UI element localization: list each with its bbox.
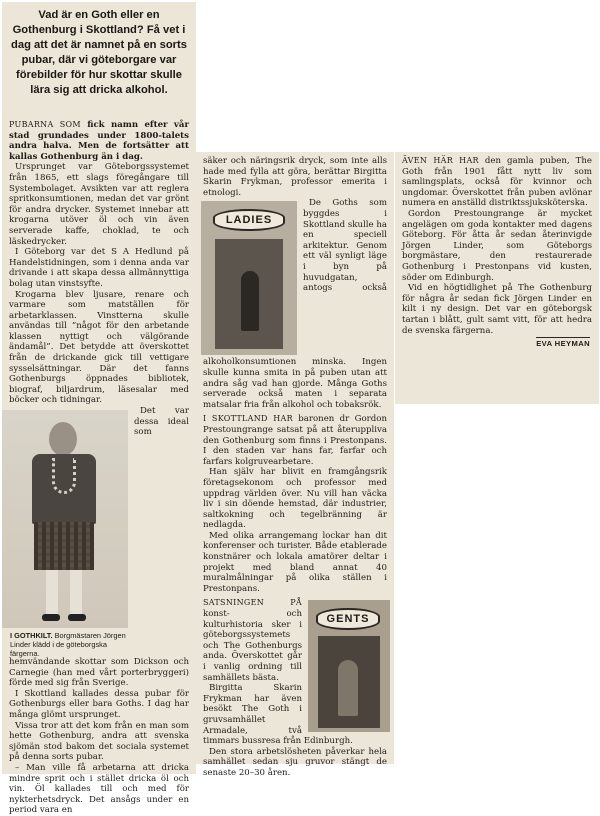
paragraph: Birgitta Skarin Frykman har även besökt The Goth i gruvsamhället Armadale, två timmars bussresa från Edinburgh.	[203, 683, 353, 747]
paragraph: – Man ville få arbetarna att dricka mindre sprit och i stället dricka öl och vin. Öl kallades till och med för nykterhetsdryck. Det ansågs under en period vara en	[9, 762, 189, 816]
headline-clipping	[2, 2, 196, 114]
section-paragraph	[402, 156, 592, 209]
paragraph: säker och näringsrik dryck, som inte alls hade med fylla att göra, berättar Birgitta Skarin Frykman, professor emerita i etnologi.	[203, 156, 387, 198]
paragraph: Ursprunget var Göteborgssystemet från 1865, ett slags föregångare till Systembolaget. Avsikten var att reglera spritkonsumtionen, medan det var grönt för andra drycker. Systemet innebar att krogarna utöver öl och vin även serverade kaffe, choklad, te och läskedrycker.	[9, 162, 189, 247]
section-lead: SATSNINGEN PÅ	[203, 598, 302, 608]
paragraph: Det var dessa ideal som hemvändande skottar som Dickson och Carnegie (han med vårt porterbryggeri) förde med sig från Sverige.	[9, 406, 189, 689]
paragraph: Vissa tror att det kom från en man som hette Gothenburg, andra att svenska sjömän stod bakom det sociala systemet på denna sorts pubar.	[9, 720, 189, 763]
section-text: konst- och kulturhistoria sker i göteborgssystemets och The Gothenburgs anda. Överskottet går i vanlig ordning till samhällets bästa.	[203, 609, 302, 683]
paragraph: Han själv har blivit en framgångsrik företagsekonom och professor med uppdrag världen över. Nu vill han väcka liv i sin döende hemstad, där industrier, saltkokning och tegelbränning är nedlagda.	[203, 467, 387, 531]
intro-lead: PUBARNA SOM	[9, 120, 81, 129]
gents-sign: GENTS	[316, 608, 380, 630]
paragraph: De Goths som byggdes i Skottland skulle ha en speciell arkitektur. Genom ett väl synligt läge i byn på huvudgatan, antogs också alkoholkonsumtionen minska. Ingen skulle kunna smita in på puben utan att andra såg vad han gjorde. Många Goths serverade också maten i separata matsalar fria från alkohol och tobaksrök.	[203, 198, 387, 410]
section-text: baronen dr Gordon Prestoungrange satsat på att återuppliva den Gothenburg som finns i Prestonpans. I den staden var hans far, farfar och farfars kolgruvearbetare.	[203, 414, 387, 467]
paragraph: Den stora arbetslösheten påverkar hela samhället sedan sju gruvor stängt de senaste 20–30 åren.	[203, 746, 387, 778]
section-lead: I SKOTTLAND HAR	[203, 414, 293, 424]
caption-lead: I GOTHKILT.	[10, 631, 53, 641]
paragraph: Krogarna blev ljusare, renare och varmare som matställen för arbetarklassen. Vinstterna skulle användas till ”något för den arbetande klassen nyttigt och välgörande ändamål”. Det betydde att överskottet från de drickande gick till vettigare sysselsättningar. Där det fanns Gothenburgs öppnades bibliotek, biograf, biljardrum, läsesalar med böcker och tidningar.	[9, 289, 189, 406]
main-column-clipping	[2, 114, 196, 816]
gents-sign-photo	[308, 600, 390, 732]
right-column-clipping	[395, 152, 599, 404]
headline: Vad är en Goth eller en Gothenburg i Skottland? Få vet i dag att det är namnet på en sorts pubar, där vi göteborgare var förebilder för hur skottar skulle lära sig att dricka alkohol.	[11, 9, 187, 96]
photo-caption	[2, 628, 128, 658]
middle-column-clipping	[196, 152, 394, 778]
mayor-photo	[2, 410, 128, 659]
caption-text: Borgmästaren Jörgen Linder klädd i de göteborgska färgerna.	[10, 631, 126, 659]
section-paragraph	[203, 414, 387, 467]
paragraph: Vid en högtidlighet på The Gothenburg för några år sedan fick Jörgen Linder en kilt i ny design. Det var en göteborgsk tartan i blått, gult samt vitt, för att hedra de svenska färgerna.	[402, 283, 592, 336]
paragraph: Med olika arrangemang lockar han dit konferenser och turister. Både etablerade konstnärer och lokala amatörer deltar i projekt med bland annat 40 muralmålningar på olika ställen i Prestonpans.	[203, 530, 387, 594]
paragraph: I Göteborg var det S A Hedlund på Handelstidningen, som i denna anda var drivande i att skapa dessa allmännyttiga bolag utan vinstsyfte.	[9, 247, 189, 289]
byline	[402, 339, 592, 348]
intro-text: fick namn efter vår stad grundades under 1800-talets andra halva. Men de fortsätter att kallas Gothenburg än i dag.	[9, 120, 190, 162]
paragraph: Gordon Prestoungrange är mycket angelägen om goda kontakter med dagens Göteborg. För åtta år sedan återinvigde Jörgen Linder, som Göteborgs borgmästare, den restaurerade Gothenburg i Prestonpans vid kusten, söder om Edinburgh.	[402, 208, 592, 283]
mayor-photo-image	[2, 410, 128, 628]
ladies-sign: LADIES	[213, 209, 285, 231]
section-text: den gamla puben, The Goth från 1901 fått nytt liv som samlingsplats, också för kvinnor och ungdomar. Överskottet från puben avlönar numera en anställd distriktssjuksköterska.	[402, 156, 592, 209]
section-lead: ÄVEN HÄR HAR	[402, 156, 479, 165]
author-name: EVA HEYMAN	[536, 339, 590, 349]
ladies-sign-photo	[201, 201, 297, 355]
intro-paragraph	[9, 120, 189, 162]
paragraph: I Skottland kallades dessa pubar för Gothenburgs eller bara Goths. I dag har många glömt ursprunget.	[9, 688, 189, 720]
